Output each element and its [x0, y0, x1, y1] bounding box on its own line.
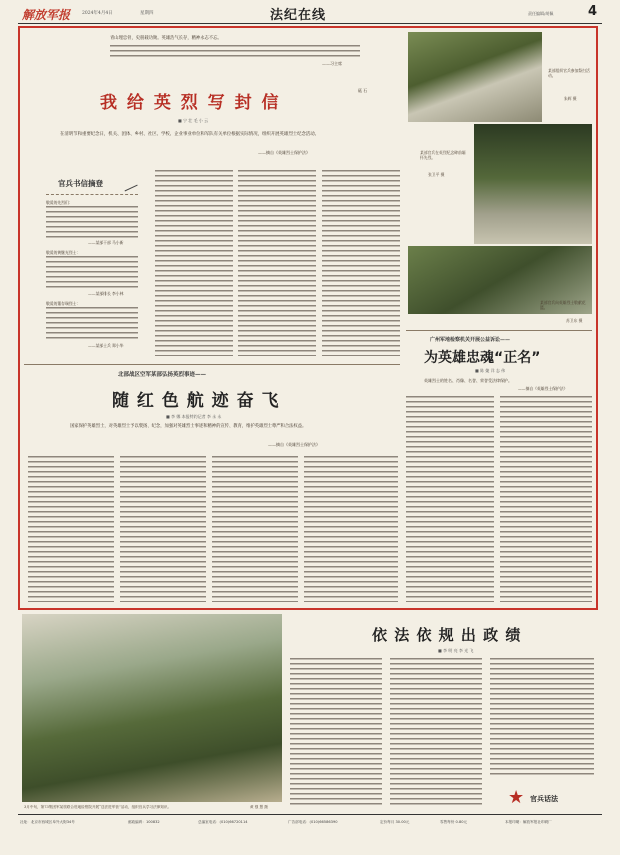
letter-signature: ——某部排长 李小林 — [88, 291, 124, 296]
issue-weekday: 星期四 — [140, 11, 154, 16]
footer-price: 定价每月 30.00元 — [380, 820, 410, 824]
letter-greeting: 敬爱的董存瑞烈士： — [46, 301, 81, 306]
letter-body — [46, 256, 138, 290]
second-feature-kicker: 北部战区空军某部弘扬英烈事迹—— — [118, 372, 207, 378]
page-number: 4 — [588, 4, 598, 19]
footer-postcode: 邮政编码：100832 — [128, 820, 160, 824]
quote-attribution: ——习主席 — [322, 61, 342, 66]
photo-credit: 张卫平 摄 — [428, 172, 445, 177]
quote-line: 青山埋忠骨，史册载功勋。英雄浩气长存，精神永志不忘。 — [110, 36, 222, 41]
masthead-rule — [18, 23, 602, 24]
letter-body — [46, 307, 138, 341]
bottom-feature-byline: ■ 李 明 亮 李 光 飞 — [438, 648, 474, 653]
section-title: 法纪在线 — [270, 8, 327, 23]
third-feature-summary: 英雄烈士的姓名、肖像、名誉、荣誉受法律保护。 — [424, 378, 512, 383]
photo-monument — [474, 124, 592, 244]
pen-icon — [120, 176, 137, 192]
second-feature-law-ref: ——摘自《英雄烈士保护法》 — [268, 442, 320, 447]
main-feature-summary: 在清明节和重要纪念日，机关、团体、乡村、社区、学校、企业事业单位和军队有关单位根据实际情况，组织开展英雄烈士纪念活动。 — [60, 132, 320, 137]
photo-credit: 朱辉 摄 — [564, 96, 577, 101]
third-feature-rule — [406, 330, 592, 331]
letter-greeting: 敬爱的先烈们： — [46, 200, 73, 205]
third-article-text — [406, 396, 494, 602]
photo-caption: 某部官兵向英雄烈士敬献花篮。 — [540, 300, 586, 310]
bottom-article-text — [290, 658, 382, 808]
editor-credit: 责任编辑/胡佩 — [528, 11, 554, 16]
footer-ad-phone: 广告部电话：(010)66586390 — [288, 820, 338, 824]
column-logo — [508, 788, 598, 810]
second-article-text — [28, 456, 114, 602]
photo-law-caption: 3月中旬，第73集团军某旅联合驻地检察院开展“送法进军营”活动，组织官兵学习法律知识。 — [24, 805, 172, 809]
footer-address: 社址：北京市西城区阜外大街34号 — [20, 820, 75, 824]
main-article-text — [322, 170, 400, 356]
masthead — [0, 0, 620, 26]
footer-phone: 总编室电话：(010)66720114 — [198, 820, 248, 824]
sidebar-title: 官兵书信摘登 — [58, 179, 103, 188]
main-feature-law-ref: ——摘自《英雄烈士保护法》 — [258, 150, 310, 155]
photo-credit: 苏卫东 摄 — [566, 318, 583, 323]
issue-date: 2024年4月4日 — [82, 11, 113, 16]
third-article-text — [500, 396, 592, 602]
second-feature-byline: ■ 李 娜 本报特约记者 李 永 永 — [166, 414, 222, 419]
second-feature-title: 随 红 色 航 迹 奋 飞 — [112, 391, 280, 411]
bottom-article-text — [490, 658, 594, 778]
footer-printer: 本报印刷：解放军报社印刷厂 — [505, 820, 552, 824]
quote-brand: 砥 石 — [358, 88, 368, 93]
main-feature-title: 我 给 英 烈 写 封 信 — [100, 93, 281, 113]
letter-signature: ——某部干部 马小新 — [88, 240, 124, 245]
newspaper-logo: 解放军报 — [22, 8, 71, 22]
letters-sidebar — [38, 170, 148, 358]
second-feature-rule — [24, 364, 400, 365]
second-article-text — [212, 456, 298, 602]
photo-caption: 某部官兵在英烈纪念碑前缅怀先烈。 — [420, 150, 466, 160]
third-feature-kicker: 广州军地检察机关开展公益诉讼—— — [430, 337, 511, 343]
letter-body — [46, 206, 138, 239]
bottom-article-text — [390, 658, 482, 808]
main-feature-byline: ■ 宁 壮 毛 小 云 — [178, 118, 209, 123]
second-article-text — [120, 456, 206, 602]
third-feature-title: 为英雄忠魂“正名” — [424, 350, 541, 366]
photo-law-credit: 黄 强 慧 摄 — [250, 805, 268, 809]
letter-greeting: 敬爱的黄继光烈士： — [46, 250, 81, 255]
photo-law-visit — [22, 614, 282, 802]
second-feature-summary: 国家保护英雄烈士，对英雄烈士予以褒扬、纪念，加强对英雄烈士事迹和精神的宣传、教育，维护英雄烈士尊严和合法权益。 — [70, 424, 307, 429]
photo-ceremony — [408, 32, 542, 122]
third-feature-byline: ■ 陈 婕 详 志 伟 — [475, 368, 506, 373]
footer-rule — [18, 814, 602, 815]
footer-subscription: 零售每份 0.80元 — [440, 820, 468, 824]
photo-caption: 某部组织官兵参加祭扫活动。 — [548, 68, 590, 78]
column-label: 官兵话法 — [530, 795, 558, 803]
second-article-text — [304, 456, 398, 602]
star-icon: ★ — [508, 787, 525, 808]
main-article-text — [238, 170, 316, 356]
bottom-feature-title: 依 法 依 规 出 政 绩 — [372, 626, 522, 644]
main-article-text — [155, 170, 233, 356]
sidebar-divider — [46, 194, 138, 195]
third-feature-law-ref: ——摘自《英雄烈士保护法》 — [518, 386, 568, 391]
quote-body — [110, 45, 360, 59]
letter-signature: ——某部士兵 郑小华 — [88, 343, 124, 348]
quote-box — [40, 30, 400, 93]
footer — [20, 820, 600, 830]
